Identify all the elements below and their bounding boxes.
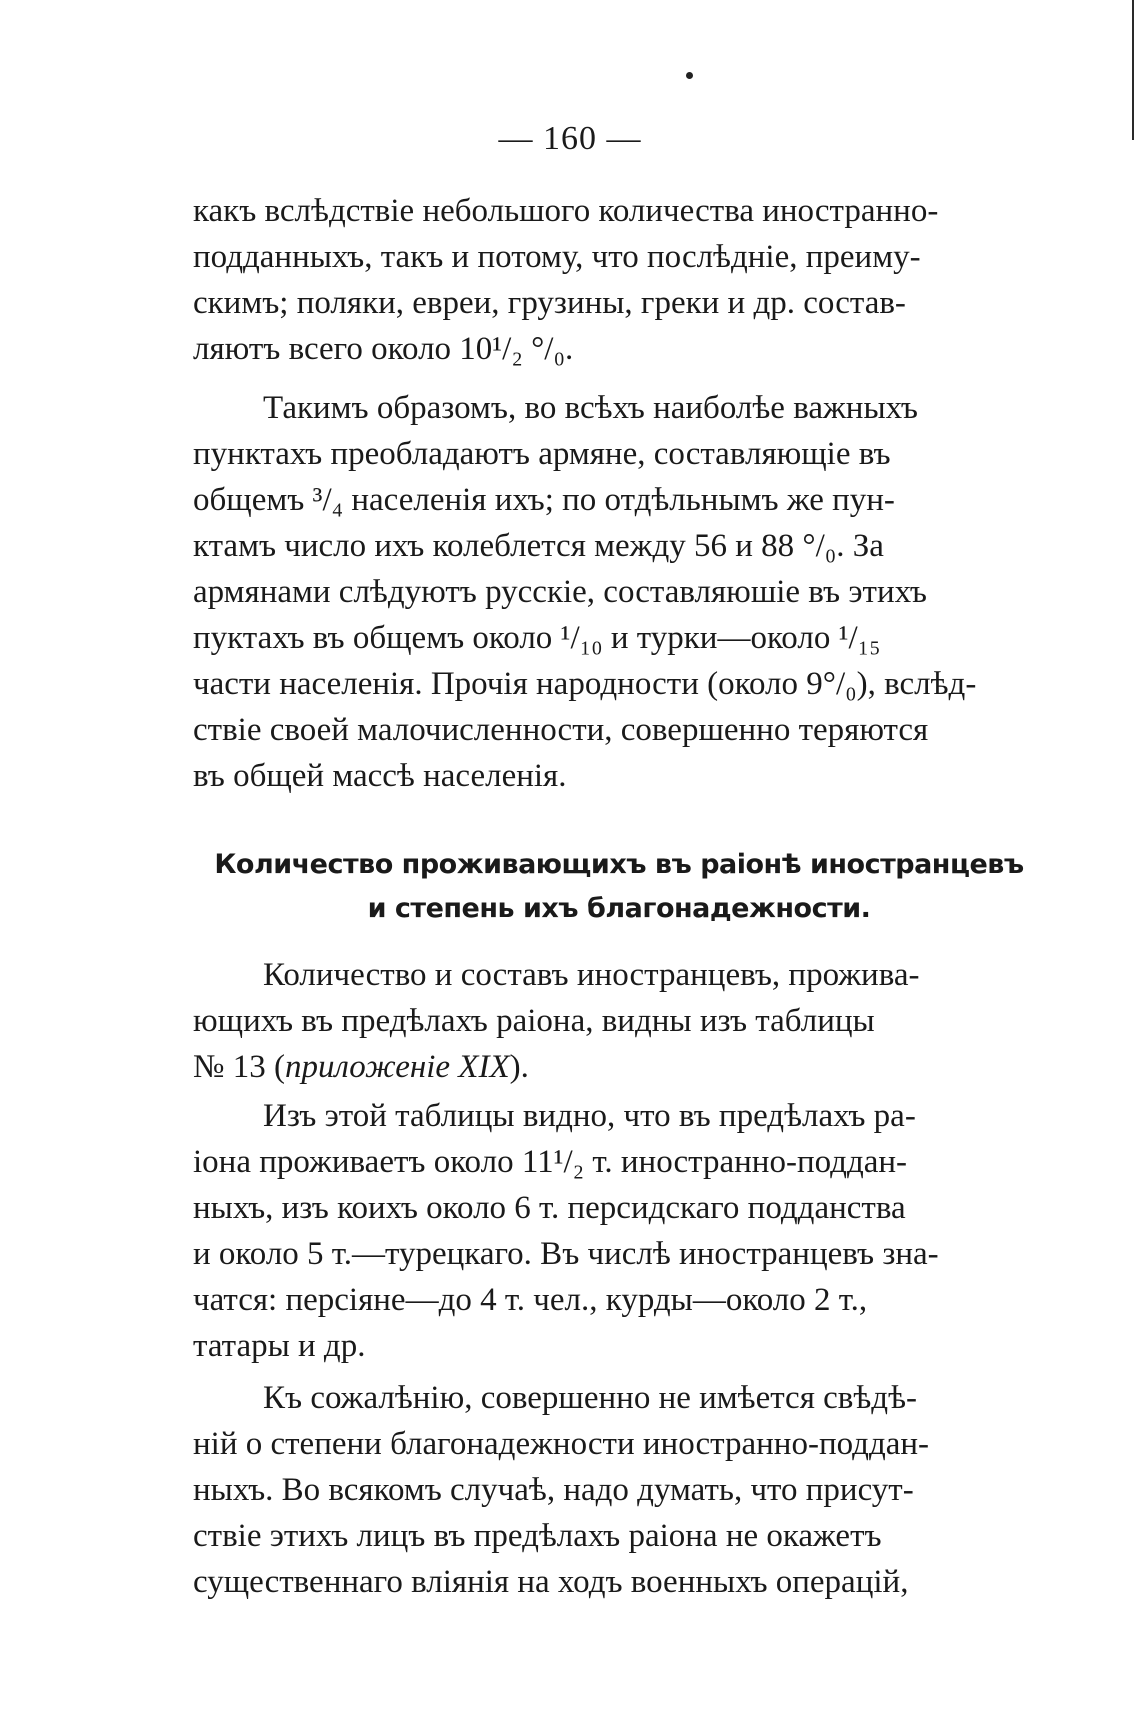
text-line: и около 5 т.—турецкаго. Въ числѣ иностранцевъ зна-: [193, 1236, 939, 1272]
text-line: части населенія. Прочія народности (около 9°/₀), вслѣд-: [193, 666, 977, 702]
text-line: [193, 1044, 1045, 1090]
text-line: пуктахъ въ общемъ около ¹/₁₀ и турки—около ¹/₁₅: [193, 620, 881, 656]
text-line: ныхъ. Во всякомъ случаѣ, надо думать, что присут-: [193, 1472, 914, 1508]
text-line: ныхъ, изъ коихъ около 6 т. персидскаго подданства: [193, 1190, 906, 1226]
text-line: іона проживаетъ около 11¹/₂ т. иностранно-поддан-: [193, 1144, 908, 1180]
appendix-reference: приложеніе XIX: [284, 1049, 510, 1085]
section-heading: [193, 843, 1045, 931]
text-line: въ общей массѣ населенія.: [193, 758, 567, 794]
text-line: Количество и составъ иностранцевъ, прожива-: [263, 957, 920, 993]
heading-line: и степень ихъ благонадежности.: [367, 893, 871, 924]
paragraph-population-summary: [193, 385, 1045, 799]
text-line: Такимъ образомъ, во всѣхъ наиболѣе важныхъ: [263, 390, 918, 426]
text-line: армянами слѣдуютъ русскіе, составляюшіе въ этихъ: [193, 574, 927, 610]
text-line: ктамъ число ихъ колеблется между 56 и 88 °/₀. За: [193, 528, 884, 564]
table-ref-prefix: № 13 (: [193, 1049, 285, 1085]
text-line: скимъ; поляки, евреи, грузины, греки и др. состав-: [193, 285, 906, 321]
table-ref-suffix: ).: [509, 1049, 529, 1085]
text-line: чатся: персіяне—до 4 т. чел., курды—около 2 т.,: [193, 1282, 868, 1318]
paragraph-continued: [193, 188, 1045, 372]
text-line: общемъ ³/₄ населенія ихъ; по отдѣльнымъ же пун-: [193, 482, 895, 518]
paragraph-foreigners-table-ref: [193, 952, 1045, 1090]
paragraph-reliability: [193, 1375, 1045, 1605]
text-line: ній о степени благонадежности иностранно-поддан-: [193, 1426, 930, 1462]
text-line: подданныхъ, такъ и потому, что послѣдніе, преиму-: [193, 239, 921, 275]
page-number: — 160 —: [498, 120, 642, 157]
text-line: татары и др.: [193, 1328, 366, 1364]
print-speck: [686, 72, 693, 79]
text-line: пунктахъ преобладаютъ армяне, составляющіе въ: [193, 436, 891, 472]
text-line: Изъ этой таблицы видно, что въ предѣлахъ ра-: [263, 1098, 916, 1134]
text-line: какъ вслѣдствіе небольшого количества иностранно-: [193, 193, 939, 229]
page-edge-line: [1132, 0, 1134, 140]
heading-line: Количество проживающихъ въ раіонѣ иностранцевъ: [214, 849, 1024, 880]
text-line: ствіе своей малочисленности, совершенно теряются: [193, 712, 929, 748]
paragraph-foreigners-count: [193, 1093, 1045, 1369]
text-line: Къ сожалѣнію, совершенно не имѣется свѣдѣ-: [263, 1380, 917, 1416]
text-line: ствіе этихъ лицъ въ предѣлахъ раіона не окажетъ: [193, 1518, 882, 1554]
text-line: ющихъ въ предѣлахъ раіона, видны изъ таблицы: [193, 1003, 875, 1039]
text-line: ляютъ всего около 10¹/₂ °/₀.: [193, 331, 574, 367]
text-line: существеннаго вліянія на ходъ военныхъ операцій,: [193, 1564, 909, 1600]
